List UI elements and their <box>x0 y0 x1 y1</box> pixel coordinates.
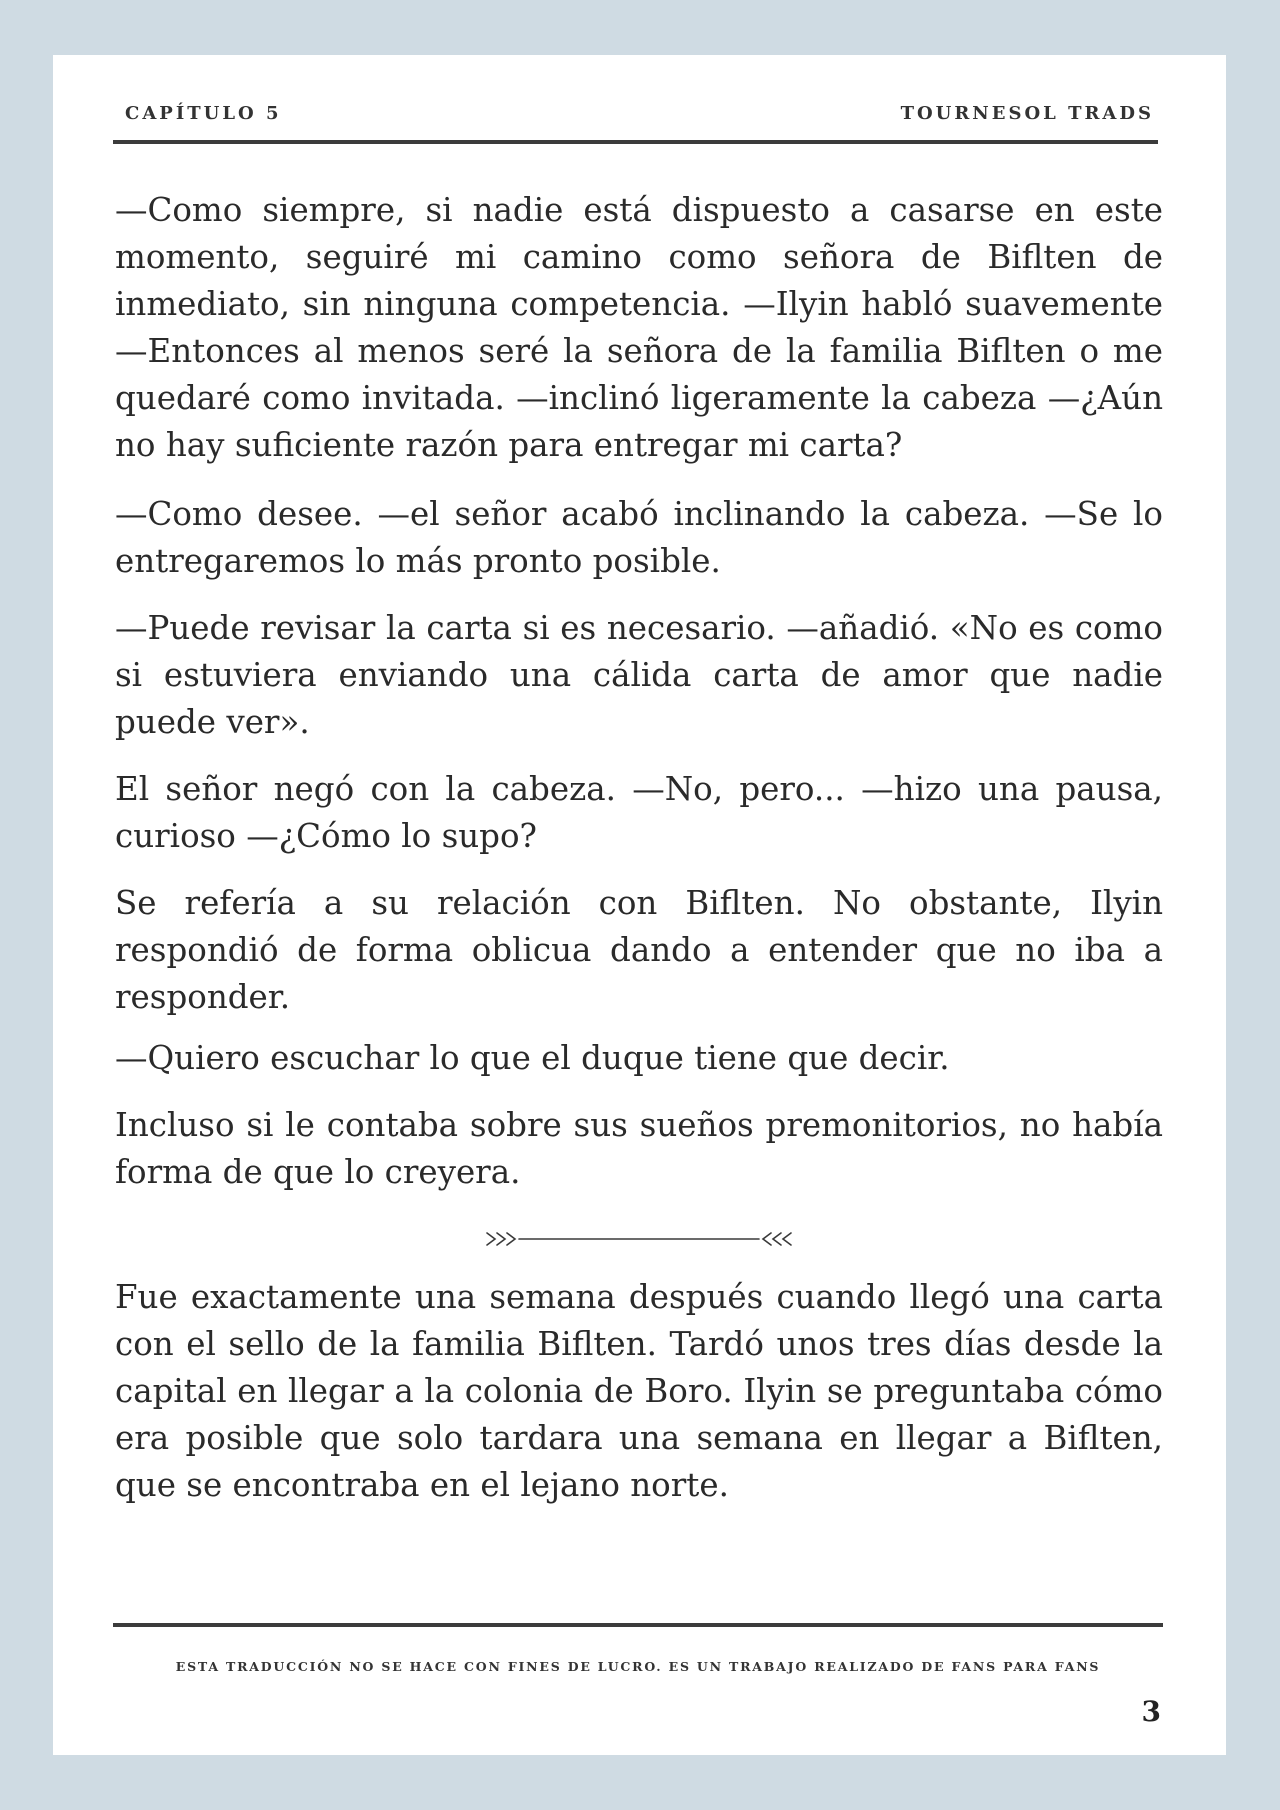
body-text <box>115 187 1163 1509</box>
paragraph: El señor negó con la cabeza. —No, pero... —hizo una pausa, curioso —¿Cómo lo supo? <box>115 770 1163 855</box>
header-rule <box>113 140 1158 144</box>
translator-group: TOURNESOL TRADS <box>900 103 1154 124</box>
paragraph: —Como desee. —el señor acabó inclinando la cabeza. —Se lo entregaremos lo más pronto posible. <box>115 495 1163 580</box>
page-number: 3 <box>1141 1695 1161 1728</box>
disclaimer-text: ESTA TRADUCCIÓN NO SE HACE CON FINES DE LUCRO. ES UN TRABAJO REALIZADO DE FANS PARA FANS <box>175 1659 1101 1674</box>
chapter-title: CAPÍTULO 5 <box>125 103 282 124</box>
paragraph: Incluso si le contaba sobre sus sueños premonitorios, no había forma de que lo creyera. <box>115 1106 1163 1191</box>
paragraph: —Quiero escuchar lo que el duque tiene que decir. <box>115 1039 950 1077</box>
document-page <box>53 55 1226 1755</box>
paragraph: Fue exactamente una semana después cuando llegó una carta con el sello de la familia Biflten. Tardó unos tres días desde la capital en llegar a la colonia de Boro. Ilyin se preguntaba cómo era posible que solo tardara una semana en llegar a Biflten, que se encontraba en el lejano norte. <box>115 1278 1163 1504</box>
arrow-divider-icon <box>479 1224 799 1254</box>
page-header <box>113 103 1166 143</box>
paragraph: —Puede revisar la carta si es necesario. —añadió. «No es como si estuviera enviando una cálida carta de amor que nadie puede ver». <box>115 609 1163 741</box>
footer-rule <box>113 1623 1163 1627</box>
paragraph: Se refería a su relación con Biflten. No obstante, Ilyin respondió de forma oblicua dando a entender que no iba a responder. <box>115 884 1163 1016</box>
paragraph: —Como siempre, si nadie está dispuesto a casarse en este momento, seguiré mi camino como señora de Biflten de inmediato, sin ninguna competencia. —Ilyin habló suavemente —Entonces al menos seré la señora de la familia Biflten o me quedaré como invitada. —inclinó ligeramente la cabeza —¿Aún no hay suficiente razón para entregar mi carta? <box>115 191 1163 464</box>
